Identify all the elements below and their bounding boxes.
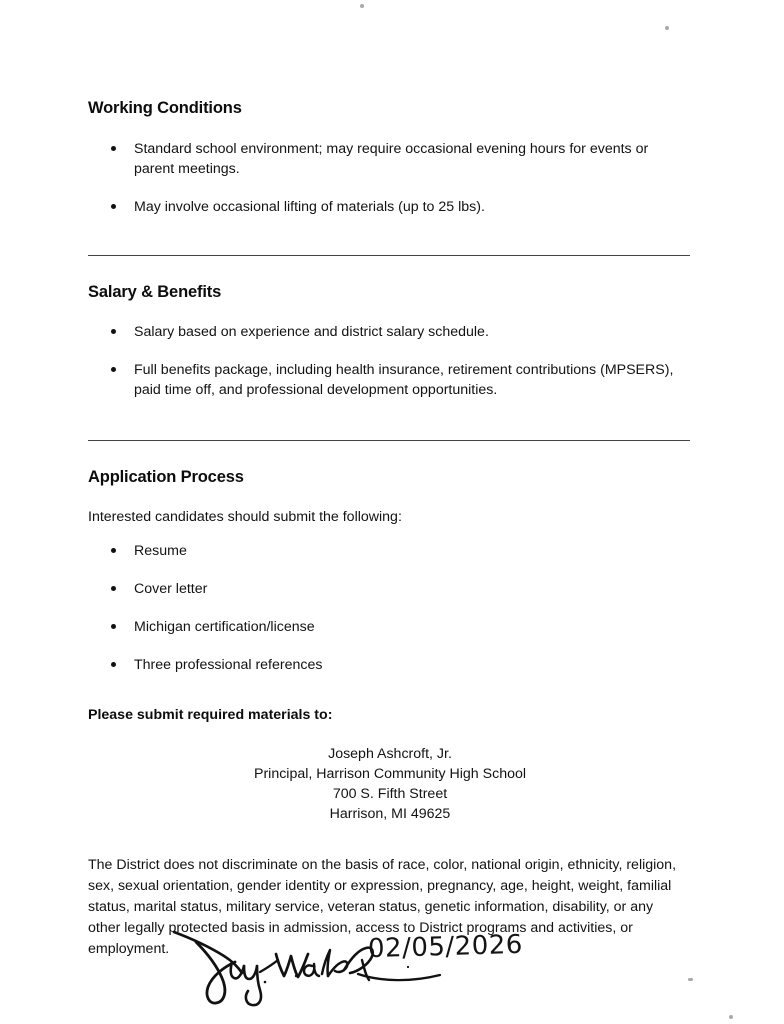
submit-materials-instruction: Please submit required materials to: (88, 707, 333, 723)
bullet-dot-icon (111, 662, 116, 667)
bullet-list-working-conditions (88, 139, 692, 217)
list-item-text: Cover letter (134, 581, 208, 598)
list-item-text: Standard school environment; may require occasional evening hours for events or parent meetings. (134, 141, 649, 178)
section-heading-application-process: Application Process (88, 468, 244, 486)
address-line: 700 S. Fifth Street (332, 786, 448, 803)
list-item (88, 360, 692, 400)
section-heading-working-conditions: Working Conditions (88, 99, 242, 117)
list-item (88, 617, 692, 637)
section-heading-salary-benefits: Salary & Benefits (88, 283, 222, 301)
list-item-text: Salary based on experience and district salary schedule. (134, 324, 489, 340)
bullet-dot-icon (111, 624, 116, 629)
bullet-list-application-materials (88, 541, 692, 676)
section-divider (88, 255, 690, 256)
list-item-text: Three professional references (134, 657, 323, 674)
bullet-dot-icon (111, 548, 116, 553)
scan-speck (360, 4, 364, 8)
scan-speck (665, 26, 669, 30)
scan-speck (729, 1015, 733, 1019)
list-item-text: May involve occasional lifting of materials (up to 25 lbs). (134, 199, 485, 216)
list-item (88, 322, 692, 342)
address-line: Harrison, MI 49625 (329, 806, 451, 823)
list-item (88, 579, 692, 599)
bullet-dot-icon (111, 367, 116, 372)
list-item (88, 541, 692, 561)
list-item-text: Full benefits package, including health insurance, retirement contributions (MPSERS), paid time off, and professional development opportunities. (134, 362, 674, 399)
section-divider (88, 440, 690, 441)
signature-date: 02/05/2026 (367, 929, 524, 965)
bullet-dot-icon (111, 146, 116, 151)
section-salary-benefits (88, 283, 692, 303)
bullet-dot-icon (111, 586, 116, 591)
bullet-dot-icon (111, 204, 116, 209)
nondiscrimination-notice: The District does not discriminate on the basis of race, color, national origin, ethnicity, religion, sex, sexual orientation, gender identity or expression, pregnancy, age, height, weight, familial status, marital status, military service, veteran status, genetic information, disability, or any other legally protected basis in admission, access to District programs and activities, or employment. (88, 857, 677, 957)
application-process-intro: Interested candidates should submit the following: (88, 509, 402, 525)
scan-speck (688, 978, 693, 981)
list-item (88, 139, 692, 179)
list-item (88, 197, 692, 217)
section-application-process (88, 468, 692, 488)
list-item-text: Michigan certification/license (134, 619, 315, 636)
address-line: Principal, Harrison Community High School (253, 766, 527, 783)
address-line: Joseph Ashcroft, Jr. (328, 746, 452, 762)
bullet-dot-icon (111, 329, 116, 334)
bullet-list-salary-benefits (88, 322, 692, 400)
list-item (88, 655, 692, 675)
recipient-address-block (88, 744, 692, 825)
list-item-text: Resume (134, 543, 187, 559)
section-working-conditions (88, 99, 692, 119)
